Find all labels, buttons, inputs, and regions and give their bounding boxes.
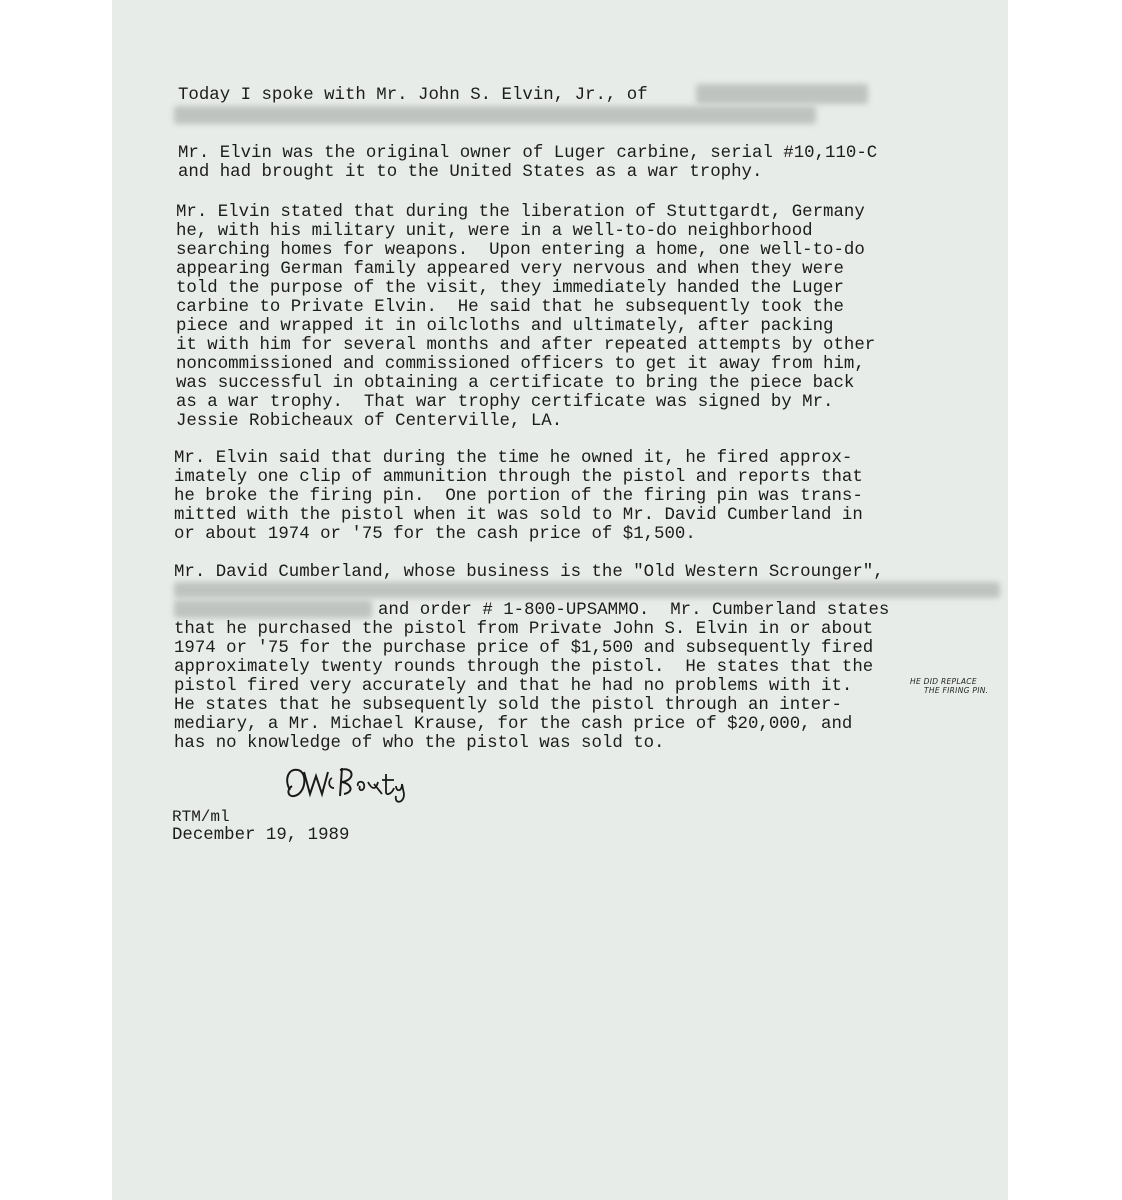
text-line: was successful in obtaining a certificate to bring the piece back <box>176 374 855 393</box>
text-line: Mr. David Cumberland, whose business is the "Old Western Scrounger", <box>174 563 884 582</box>
letter-page <box>112 0 1008 1200</box>
text-line: told the purpose of the visit, they immediately handed the Luger <box>176 279 844 298</box>
text-line: pistol fired very accurately and that he had no problems with it. <box>174 677 853 696</box>
text-line: Today I spoke with Mr. John S. Elvin, Jr., of <box>178 86 648 105</box>
text-line: or about 1974 or '75 for the cash price of $1,500. <box>174 525 696 544</box>
text-line: it with him for several months and after repeated attempts by other <box>176 336 876 355</box>
redacted-business-address-line-2 <box>174 600 372 618</box>
handwritten-note-line: HE DID REPLACE <box>910 677 977 686</box>
text-line: Mr. Elvin was the original owner of Luger carbine, serial #10,110-C <box>178 144 878 163</box>
handwritten-note <box>910 677 988 695</box>
text-line: piece and wrapped it in oilcloths and ultimately, after packing <box>176 317 834 336</box>
text-line: imately one clip of ammunition through the pistol and reports that <box>174 468 863 487</box>
handwritten-note-line: THE FIRING PIN. <box>924 686 989 695</box>
text-line: Jessie Robicheaux of Centerville, LA. <box>176 412 563 431</box>
text-line: 1974 or '75 for the purchase price of $1,500 and subsequently fired <box>174 639 874 658</box>
handwritten-signature <box>282 760 432 810</box>
text-line: as a war trophy. That war trophy certificate was signed by Mr. <box>176 393 834 412</box>
text-line: he broke the firing pin. One portion of the firing pin was trans- <box>174 487 863 506</box>
text-line: that he purchased the pistol from Private John S. Elvin in or about <box>174 620 874 639</box>
text-line: Mr. Elvin stated that during the liberation of Stuttgardt, Germany <box>176 203 865 222</box>
text-line: approximately twenty rounds through the pistol. He states that the <box>174 658 874 677</box>
text-line: appearing German family appeared very nervous and when they were <box>176 260 844 279</box>
text-line: mediary, a Mr. Michael Krause, for the cash price of $20,000, and <box>174 715 853 734</box>
text-line: and order # 1-800-UPSAMMO. Mr. Cumberland states <box>378 601 890 620</box>
text-line: Mr. Elvin said that during the time he owned it, he fired approx- <box>174 449 853 468</box>
text-line: has no knowledge of who the pistol was sold to. <box>174 734 665 753</box>
text-line: He states that he subsequently sold the pistol through an inter- <box>174 696 842 715</box>
text-line: noncommissioned and commissioned officers to get it away from him, <box>176 355 865 374</box>
text-line: and had brought it to the United States as a war trophy. <box>178 163 763 182</box>
redacted-address <box>696 84 868 104</box>
typist-initials: RTM/ml <box>172 808 230 826</box>
redacted-address-line-2 <box>174 106 816 124</box>
text-line: searching homes for weapons. Upon entering a home, one well-to-do <box>176 241 865 260</box>
text-line: he, with his military unit, were in a well-to-do neighborhood <box>176 222 813 241</box>
letter-date: December 19, 1989 <box>172 826 350 845</box>
text-line: carbine to Private Elvin. He said that he subsequently took the <box>176 298 844 317</box>
text-line: mitted with the pistol when it was sold to Mr. David Cumberland in <box>174 506 863 525</box>
redacted-business-address <box>174 582 1000 598</box>
